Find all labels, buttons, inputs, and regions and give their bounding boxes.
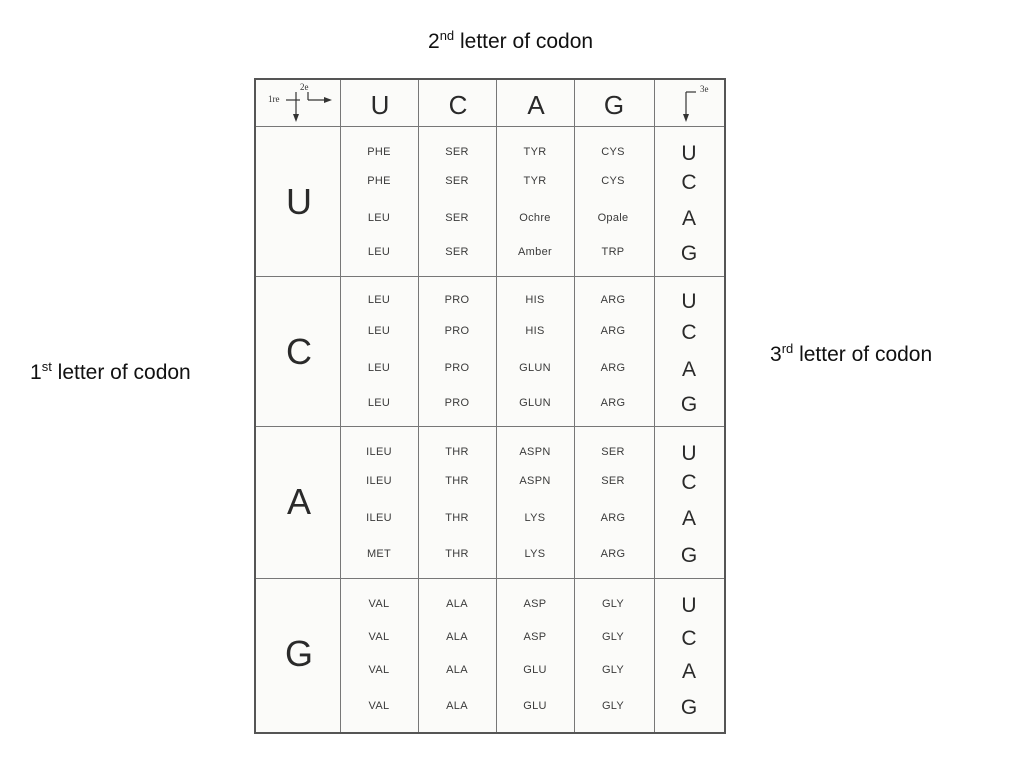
- first-letter-c: C: [286, 331, 312, 372]
- third-letter: A: [681, 507, 696, 530]
- codon-cell: ALA: [446, 664, 468, 676]
- codon-cell: GLUN: [519, 362, 551, 374]
- codon-cell: ASP: [523, 598, 547, 610]
- third-letter: G: [680, 696, 698, 719]
- second-letter-u: U: [370, 90, 390, 120]
- codon-cell: VAL: [368, 598, 390, 610]
- third-letter: U: [681, 142, 697, 165]
- codon-cell: LEU: [367, 397, 391, 409]
- codon-cell: LYS: [524, 548, 546, 560]
- codon-cell: THR: [445, 475, 469, 487]
- third-letter: C: [681, 321, 697, 344]
- codon-cell: CYS: [601, 175, 625, 187]
- third-letter: A: [681, 358, 696, 381]
- codon-cell: CYS: [601, 146, 625, 158]
- codon-cell: ARG: [600, 362, 626, 374]
- grid-line: [256, 126, 724, 127]
- third-letter: G: [680, 544, 698, 567]
- third-letter: C: [681, 471, 697, 494]
- codon-cell: PHE: [367, 146, 391, 158]
- arrow-icon: [256, 80, 340, 126]
- codon-cell: SER: [601, 475, 625, 487]
- third-header-cell: [654, 80, 724, 126]
- second-letter-caption: 2nd letter of codon: [428, 28, 594, 53]
- codon-cell: ILEU: [366, 475, 392, 487]
- first-letter-caption: 1st letter of codon: [30, 359, 191, 384]
- codon-cell: Opale: [597, 212, 629, 224]
- codon-cell: LEU: [367, 362, 391, 374]
- codon-cell: MET: [366, 548, 392, 560]
- second-letter-c: C: [448, 90, 468, 120]
- second-letter-g: G: [603, 90, 625, 120]
- codon-cell: GLUN: [519, 397, 551, 409]
- codon-cell: THR: [445, 512, 469, 524]
- codon-cell: ILEU: [366, 446, 392, 458]
- codon-cell: GLU: [523, 664, 547, 676]
- corner-second-label: 2e: [300, 82, 309, 92]
- codon-table: [254, 78, 726, 734]
- grid-line: [256, 276, 724, 277]
- codon-cell: SER: [445, 175, 469, 187]
- second-letter-a: A: [527, 90, 545, 120]
- codon-cell: ARG: [600, 325, 626, 337]
- codon-cell: THR: [445, 446, 469, 458]
- codon-cell: VAL: [368, 631, 390, 643]
- codon-cell: TRP: [601, 246, 625, 258]
- arrow-icon: [654, 80, 724, 126]
- codon-cell: Amber: [518, 246, 552, 258]
- third-letter: U: [681, 442, 697, 465]
- codon-cell: ILEU: [366, 512, 392, 524]
- codon-cell: ALA: [446, 598, 468, 610]
- codon-cell: SER: [445, 212, 469, 224]
- codon-cell: ASPN: [519, 475, 551, 487]
- third-letter: C: [681, 171, 697, 194]
- first-letter-u: U: [286, 181, 312, 222]
- codon-cell: LEU: [367, 246, 391, 258]
- codon-cell: LEU: [367, 294, 391, 306]
- codon-cell: PRO: [444, 397, 470, 409]
- codon-cell: PHE: [367, 175, 391, 187]
- codon-cell: ARG: [600, 397, 626, 409]
- codon-cell: LYS: [524, 512, 546, 524]
- codon-cell: SER: [445, 246, 469, 258]
- codon-cell: Ochre: [519, 212, 551, 224]
- codon-cell: GLU: [523, 700, 547, 712]
- codon-cell: LEU: [367, 212, 391, 224]
- codon-cell: TYR: [523, 175, 547, 187]
- corner-third-label: 3e: [700, 84, 709, 94]
- codon-cell: THR: [445, 548, 469, 560]
- first-letter-a: A: [286, 481, 311, 522]
- codon-cell: ASPN: [519, 446, 551, 458]
- third-letter: U: [681, 290, 697, 313]
- codon-cell: PRO: [444, 294, 470, 306]
- codon-cell: GLY: [601, 598, 625, 610]
- third-letter: A: [681, 207, 696, 230]
- grid-line: [256, 426, 724, 427]
- codon-cell: ARG: [600, 548, 626, 560]
- third-letter: A: [681, 660, 696, 683]
- codon-cell: LEU: [367, 325, 391, 337]
- codon-cell: HIS: [525, 325, 545, 337]
- codon-cell: SER: [601, 446, 625, 458]
- codon-cell: VAL: [368, 664, 390, 676]
- grid-line: [256, 578, 724, 579]
- codon-cell: ALA: [446, 631, 468, 643]
- first-letter-g: G: [284, 633, 313, 674]
- codon-cell: VAL: [368, 700, 390, 712]
- codon-cell: HIS: [525, 294, 545, 306]
- codon-cell: GLY: [601, 631, 625, 643]
- codon-cell: PRO: [444, 362, 470, 374]
- codon-cell: ASP: [523, 631, 547, 643]
- third-letter: U: [681, 594, 697, 617]
- codon-cell: ARG: [600, 512, 626, 524]
- codon-cell: SER: [445, 146, 469, 158]
- third-letter: G: [680, 393, 698, 416]
- codon-cell: TYR: [523, 146, 547, 158]
- third-letter: G: [680, 242, 698, 265]
- codon-cell: GLY: [601, 664, 625, 676]
- codon-cell: ALA: [446, 700, 468, 712]
- codon-cell: PRO: [444, 325, 470, 337]
- corner-cell: [256, 80, 340, 126]
- third-letter-caption: 3rd letter of codon: [770, 341, 933, 366]
- codon-cell: ARG: [600, 294, 626, 306]
- codon-cell: GLY: [601, 700, 625, 712]
- third-letter: C: [681, 627, 697, 650]
- corner-first-label: 1re: [268, 94, 280, 104]
